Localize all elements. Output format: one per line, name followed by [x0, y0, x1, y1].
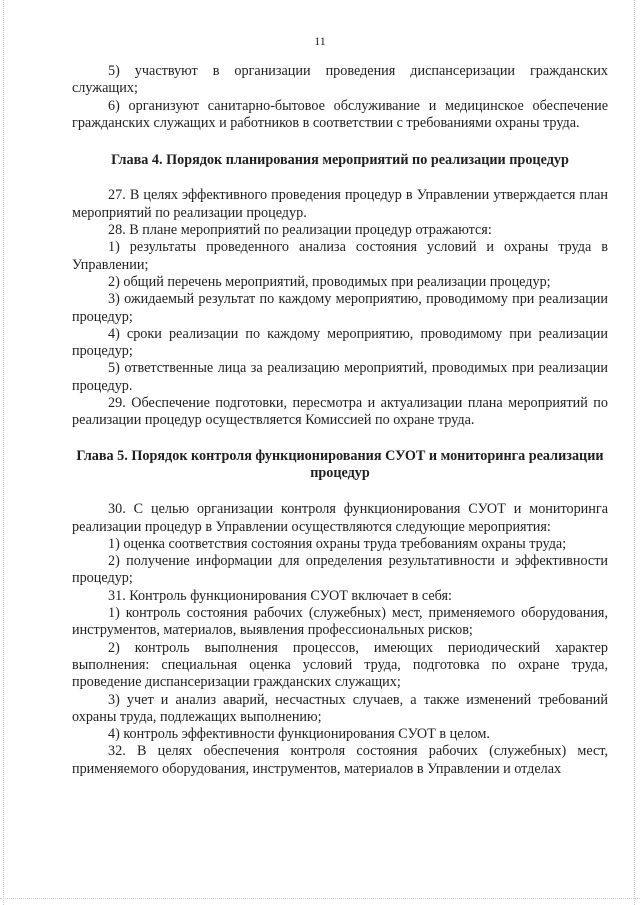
paragraph: 31. Контроль функционирования СУОТ включает в себя:	[108, 587, 452, 604]
list-item: 3) ожидаемый результат по каждому мероприятию, проводимому при реализации процедур;	[72, 291, 608, 325]
list-item: 3) учет и анализ аварий, несчастных случаев, а также изменений требований охраны труда, подлежащих выполнению;	[72, 691, 608, 725]
list-item: 2) получение информации для определения результативности и эффективности процедур;	[72, 553, 608, 587]
list-item: 1) результаты проведенного анализа состояния условий и охраны труда в Управлении;	[72, 239, 608, 273]
chapter-5-heading: Глава 5. Порядок контроля функционирования СУОТ и мониторинга реализации процедур	[76, 447, 604, 481]
list-item: 2) контроль выполнения процессов, имеющих периодический характер выполнения: специальная оценка условий труда, подготовка по охране труда, проведение диспансеризации гражданских служащих;	[72, 639, 608, 691]
scan-edge-left	[3, 0, 5, 905]
list-item: 4) сроки реализации по каждому мероприятию, проводимому при реализации процедур;	[72, 325, 608, 360]
scan-edge-bottom	[0, 898, 640, 900]
list-item: 1) контроль состояния рабочих (служебных) мест, применяемого оборудования, инструментов, материалов, выявления профессиональных рисков;	[72, 605, 608, 639]
list-item: 2) общий перечень мероприятий, проводимых при реализации процедур;	[108, 273, 551, 290]
paragraph: 6) организуют санитарно-бытовое обслуживание и медицинское обеспечение гражданских служащих и работников в соответствии с требованиями охраны труда.	[72, 97, 608, 131]
document-body	[72, 63, 608, 778]
list-item: 5) ответственные лица за реализацию мероприятий, проводимых при реализации процедур.	[72, 360, 608, 394]
list-item: 1) оценка соответствия состояния охраны труда требованиям охраны труда;	[108, 535, 567, 552]
paragraph: 30. С целью организации контроля функционирования СУОТ и мониторинга реализации процедур в Управлении осуществляются следующие мероприятия:	[72, 501, 608, 535]
paragraph: 32. В целях обеспечения контроля состояния рабочих (служебных) мест, применяемого оборудования, инструментов, материалов в Управлении и отделах	[72, 743, 608, 777]
paragraph: 28. В плане мероприятий по реализации процедур отражаются:	[108, 222, 492, 239]
scan-edge-right	[634, 0, 636, 905]
paragraph: 29. Обеспечение подготовки, пересмотра и актуализации плана мероприятий по реализации процедур осуществляется Комиссией по охране труда.	[72, 395, 608, 429]
page-number: 11	[314, 34, 326, 48]
paragraph: 27. В целях эффективного проведения процедур в Управлении утверждается план мероприятий по реализации процедур.	[72, 187, 608, 221]
paragraph: 5) участвуют в организации проведения диспансеризации гражданских служащих;	[72, 63, 608, 97]
list-item: 4) контроль эффективности функционирования СУОТ в целом.	[108, 726, 490, 743]
chapter-4-heading: Глава 4. Порядок планирования мероприятий по реализации процедур	[111, 152, 569, 169]
